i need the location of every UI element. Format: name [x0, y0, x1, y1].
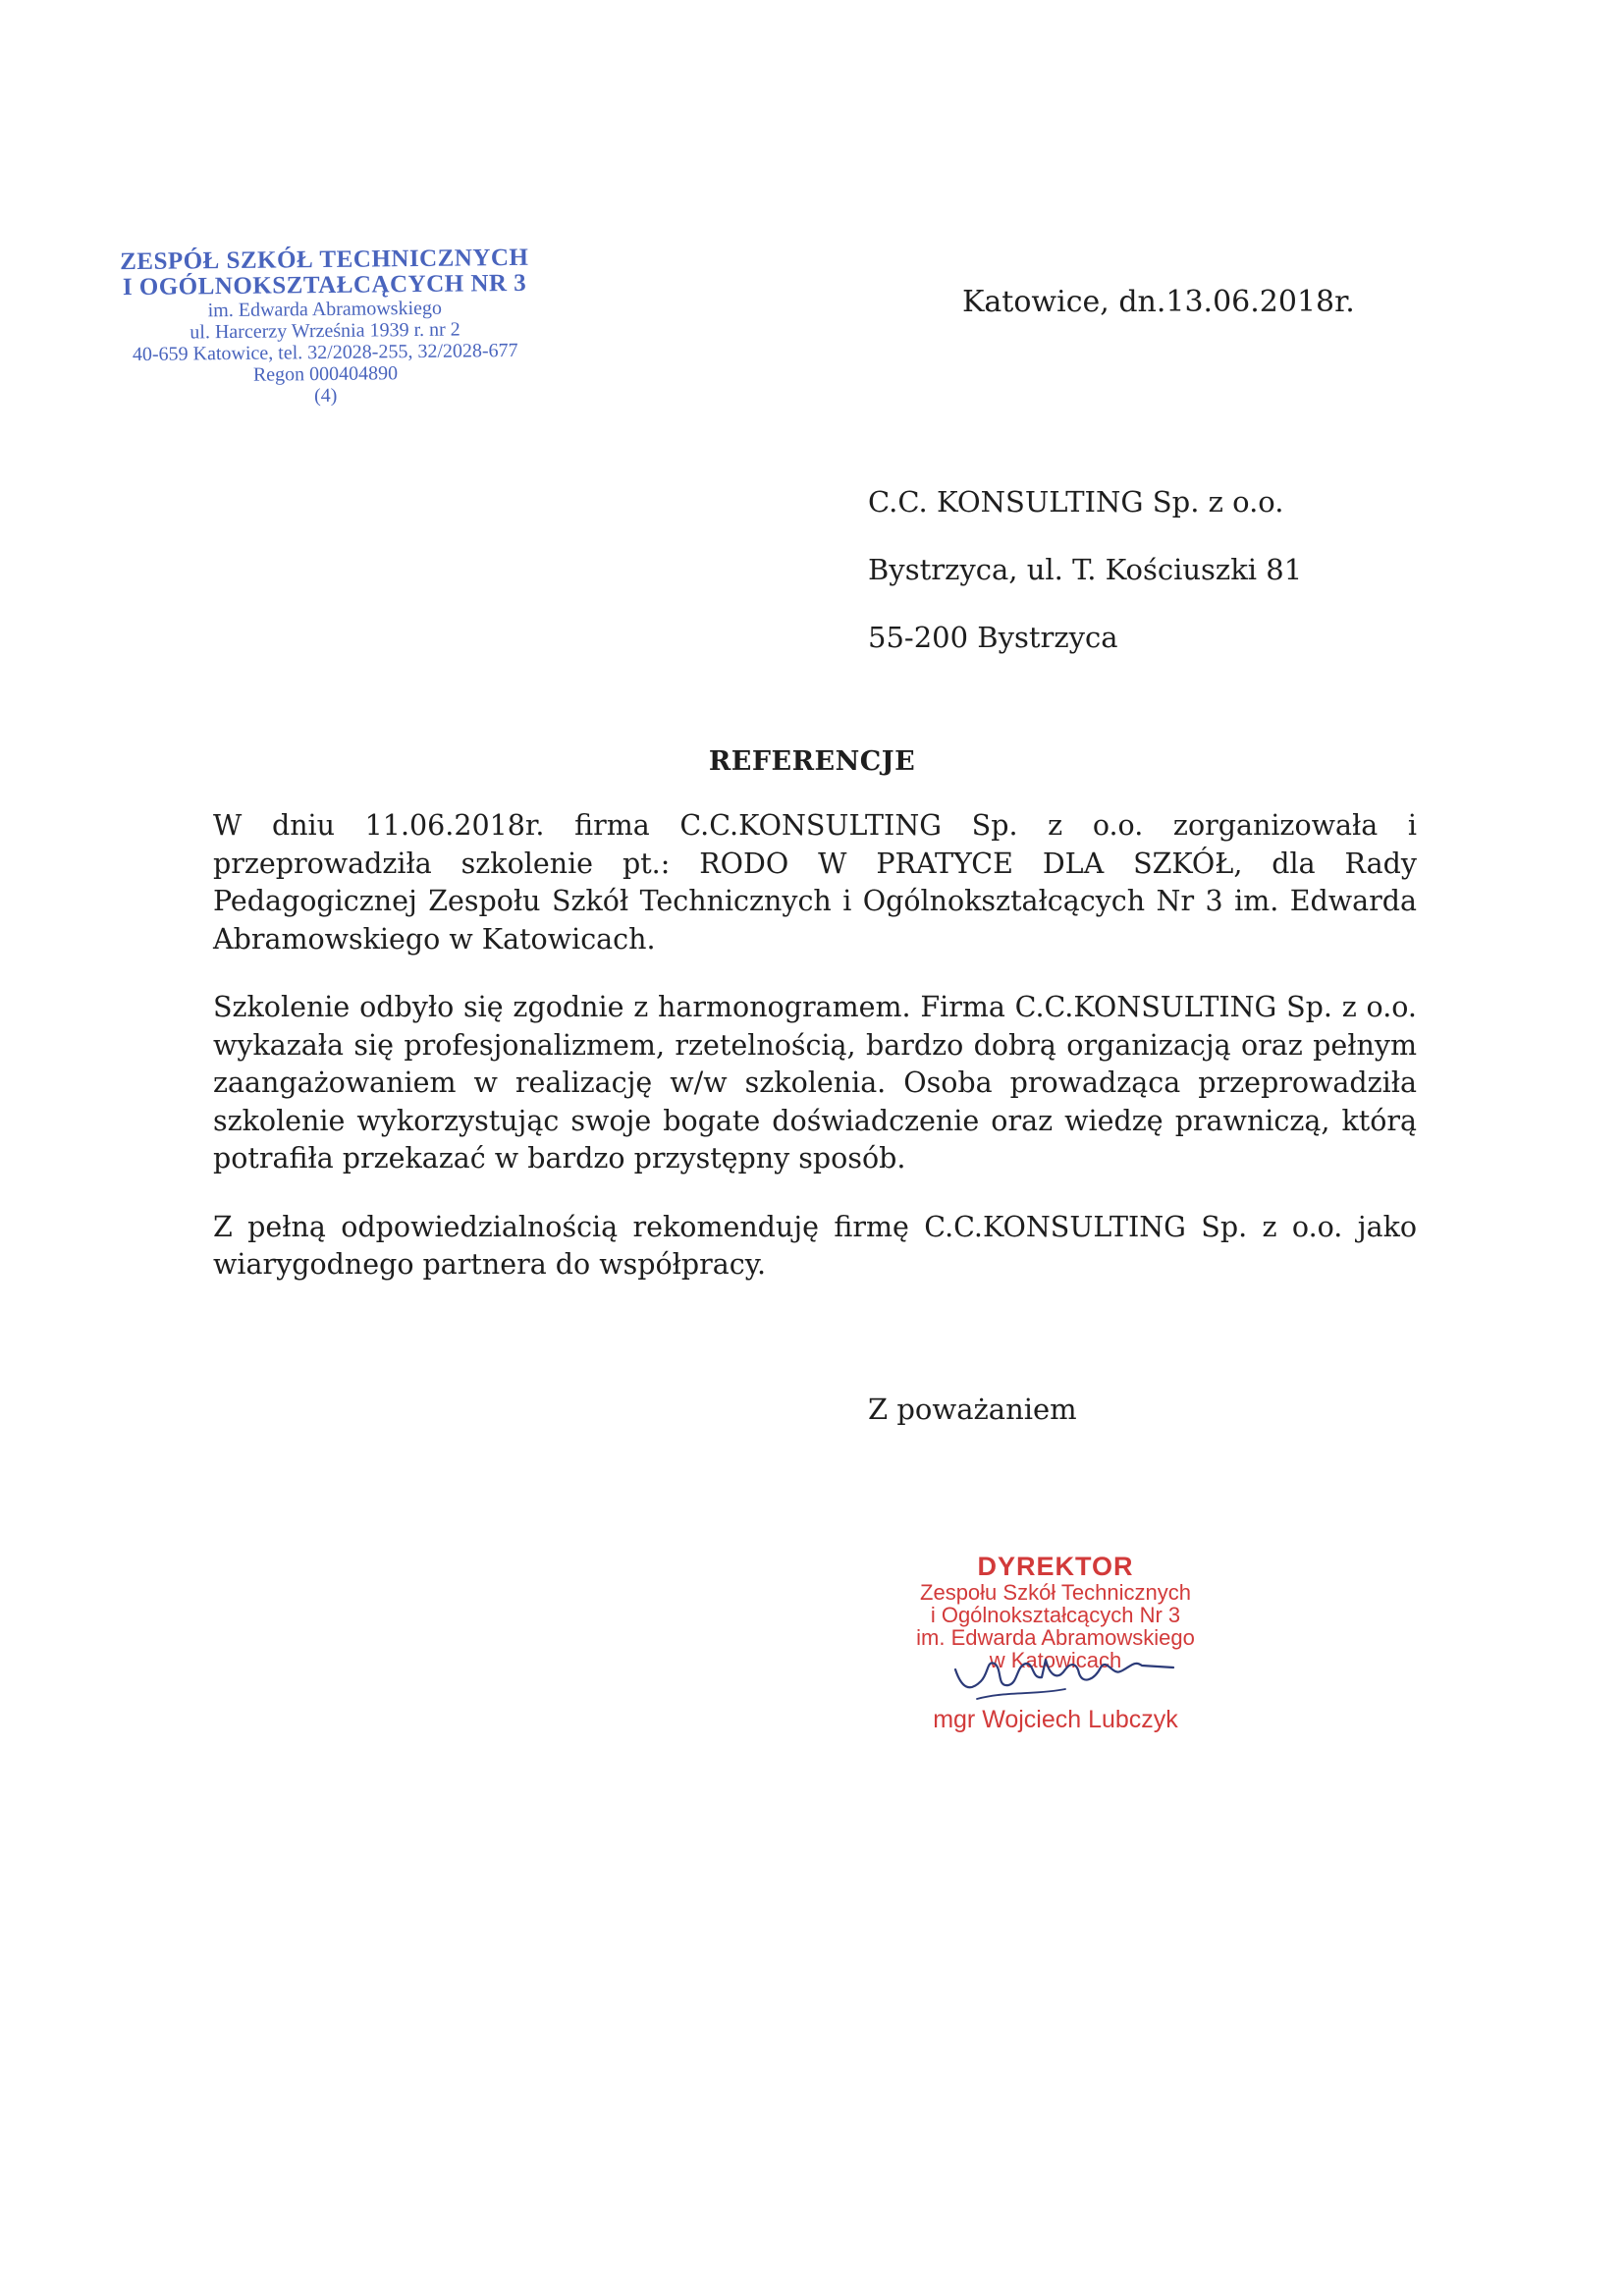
- director-stamp-line: Zespołu Szkół Technicznych: [920, 1580, 1191, 1605]
- recipient-city: 55-200 Bystrzyca: [868, 621, 1118, 654]
- director-stamp-line: im. Edwarda Abramowskiego: [916, 1625, 1195, 1650]
- school-stamp: [93, 246, 557, 410]
- closing-phrase: Z poważaniem: [868, 1393, 1077, 1426]
- body-paragraph: W dniu 11.06.2018r. firma C.C.KONSULTING Sp. z o.o. zorganizowała i przeprowadziła szkolenie pt.: RODO W PRATYCE DLA SZKÓŁ, dla Rady Pedagogicznej Zespołu Szkół Technicznych i Ogólnokształcących Nr 3 im. Edwarda Abramowskiego w Katowicach.: [213, 809, 1417, 956]
- document-title: REFERENCJE: [708, 746, 916, 777]
- director-stamp-line: i Ogólnokształcących Nr 3: [930, 1603, 1181, 1627]
- school-stamp-line: ZESPÓŁ SZKÓŁ TECHNICZNYCH: [119, 244, 529, 276]
- recipient-address: [868, 479, 1302, 683]
- recipient-street: Bystrzyca, ul. T. Kościuszki 81: [868, 553, 1303, 586]
- school-stamp-line: 40-659 Katowice, tel. 32/2028-255, 32/2028-677: [132, 339, 518, 366]
- handwritten-signature: [947, 1630, 1183, 1719]
- school-stamp-line: Regon 000404890: [252, 362, 399, 386]
- director-stamp-title: DYREKTOR: [977, 1552, 1134, 1581]
- recipient-company: C.C. KONSULTING Sp. z o.o.: [868, 485, 1284, 519]
- school-stamp-line: (4): [313, 384, 338, 408]
- letter-body: [213, 807, 1417, 1315]
- letter-date: Katowice, dn.13.06.2018r.: [962, 285, 1355, 319]
- director-stamp-line: w Katowicach: [989, 1648, 1122, 1672]
- body-paragraph: Szkolenie odbyło się zgodnie z harmonogramem. Firma C.C.KONSULTING Sp. z o.o. wykazała się profesjonalizmem, rzetelnością, bardzo dobrą organizacją oraz pełnym zaangażowaniem w realizację w/w szkolenia. Osoba prowadząca przeprowadziła szkolenie wykorzystując swoje bogate doświadczenie oraz wiedzę prawniczą, którą potrafiła przekazać w bardzo przystępny sposób.: [213, 991, 1417, 1175]
- school-stamp-line: im. Edwarda Abramowskiego: [207, 297, 443, 322]
- school-stamp-line: I OGÓLNOKSZTAŁCĄCYCH NR 3: [122, 269, 527, 301]
- body-paragraph: Z pełną odpowiedzialnością rekomenduję firmę C.C.KONSULTING Sp. z o.o. jako wiarygodnego partnera do współpracy.: [213, 1210, 1417, 1281]
- school-stamp-line: ul. Harcerzy Września 1939 r. nr 2: [189, 318, 460, 344]
- director-name: mgr Wojciech Lubczyk: [933, 1706, 1178, 1733]
